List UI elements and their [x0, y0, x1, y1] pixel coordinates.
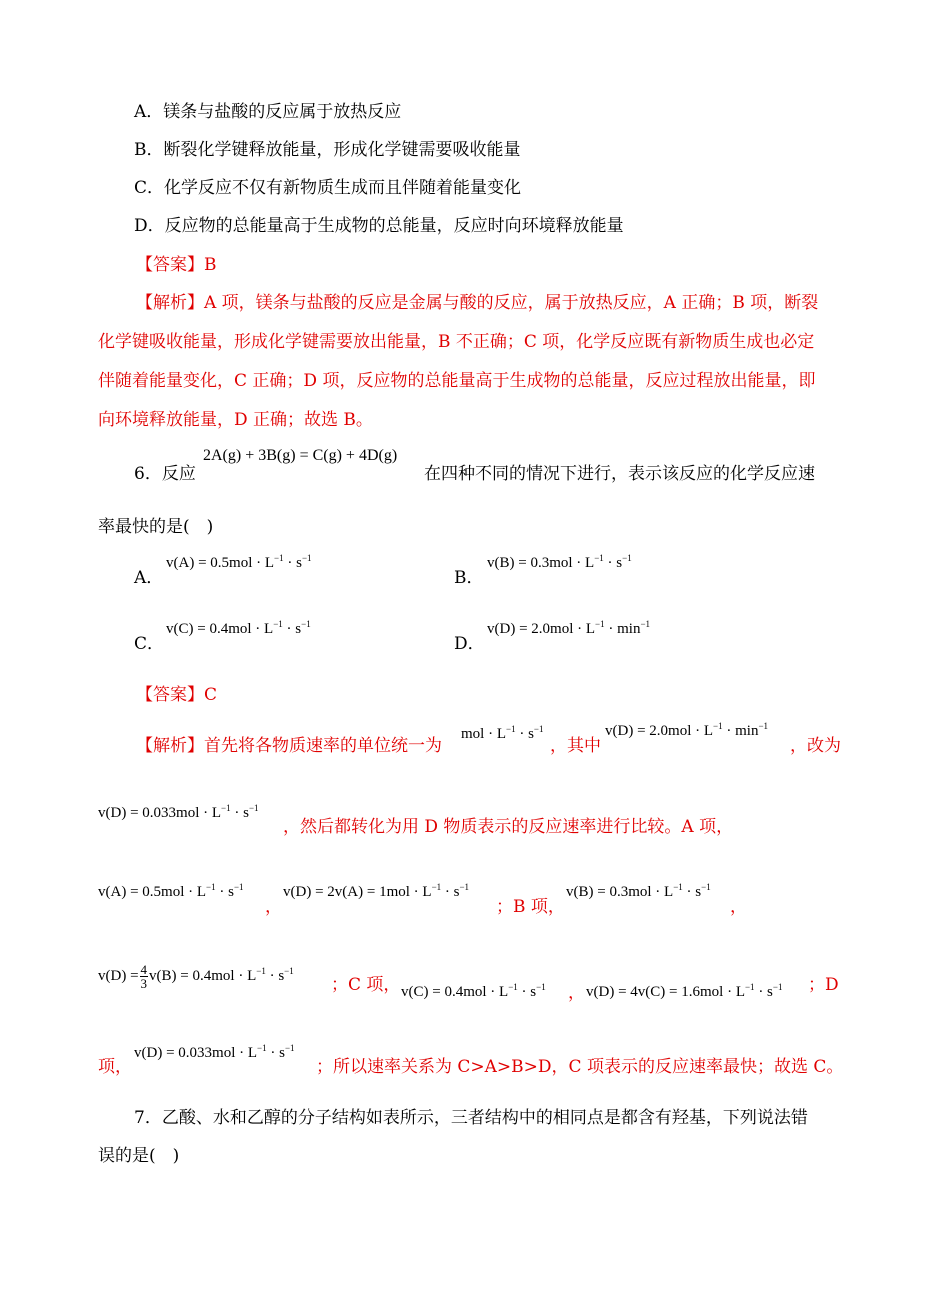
q5-option-a: A．镁条与盐酸的反应属于放热反应: [134, 102, 402, 122]
q6-option-c-formula: $v(C) = 0.4mol \cdot L^{-1} \cdot s^{-1}$: [166, 619, 311, 637]
q5-option-d: D．反应物的总能量高于生成物的总能量，反应时向环境释放能量: [134, 216, 624, 236]
q6-analysis-p6: ；C 项，: [331, 975, 401, 995]
q6-analysis-p3: ，改为: [790, 736, 841, 756]
q6-option-b-formula: $v(B) = 0.3mol \cdot L^{-1} \cdot s^{-1}$: [487, 553, 632, 571]
q6-analysis-p5: ；B 项，: [496, 897, 565, 917]
q6-analysis-c-formula-2: $v(D) = 4v(C) = 1.6mol \cdot L^{-1} \cdot s^{-1}$: [586, 982, 783, 1000]
q6-option-d-formula: $v(D) = 2.0mol \cdot L^{-1} \cdot \min^{-1}$: [487, 619, 651, 637]
q6-analysis-vd-converted: $v(D) = 0.033mol \cdot L^{-1} \cdot s^{-1}$: [98, 803, 259, 821]
q6-analysis-p4: ，然后都转化为用 D 物质表示的反应速率进行比较。A 项，: [283, 817, 734, 837]
q6-analysis-a-formula-1: $v(A) = 0.5mol \cdot L^{-1} \cdot s^{-1}$: [98, 882, 244, 900]
q6-analysis-b-formula-1: $v(B) = 0.3mol \cdot L^{-1} \cdot s^{-1}$: [566, 882, 711, 900]
q6-option-a-label: A．: [134, 568, 164, 588]
q6-analysis-p2: ，其中: [550, 736, 601, 756]
q6-analysis-vd-given: $v(D) = 2.0mol \cdot L^{-1} \cdot \min^{-1}$: [605, 721, 769, 739]
q6-equation: 2A(g) + 3B(g) = C(g) + 4D(g): [203, 447, 398, 464]
q6-analysis-b-formula-2: v(D) = $\frac{4}{3}$ $v(B) = 0.4mol \cdot L^{-1} \cdot s^{-1}$: [98, 962, 294, 991]
q6-option-d-label: D．: [454, 634, 485, 654]
q6-analysis-comma-1: ，: [265, 897, 282, 917]
q6-analysis-p8: 项，: [98, 1057, 132, 1077]
q6-option-c-label: C．: [134, 634, 165, 654]
q6-stem-line2: 率最快的是( ): [98, 517, 214, 537]
q7-line-2: 误的是( ): [98, 1146, 180, 1166]
q6-option-b-label: B．: [454, 568, 484, 588]
q6-stem-suffix: 在四种不同的情况下进行，表示该反应的化学反应速: [424, 464, 815, 484]
q6-analysis-comma-3: ，: [568, 983, 585, 1003]
q5-analysis-line-3: 伴随着能量变化，C 正确；D 项，反应物的总能量高于生成物的总能量，反应过程放出能量，即: [98, 371, 816, 391]
q6-analysis-c-formula-1: $v(C) = 0.4mol \cdot L^{-1} \cdot s^{-1}$: [401, 982, 546, 1000]
q6-analysis-p7: ；D: [808, 975, 839, 995]
q6-analysis-unit: mol · $L^{-1} \cdot s^{-1}$: [461, 724, 544, 742]
q6-analysis-p9: ；所以速率关系为 C>A>B>D，C 项表示的反应速率最快；故选 C。: [316, 1057, 844, 1077]
q7-line-1: 7．乙酸、水和乙醇的分子结构如表所示，三者结构中的相同点是都含有羟基，下列说法错: [134, 1108, 808, 1128]
q6-analysis-p1: 【解析】首先将各物质速率的单位统一为: [136, 736, 442, 756]
q6-stem-prefix: 6．反应: [134, 464, 196, 484]
q6-option-a-formula: $v(A) = 0.5mol \cdot L^{-1} \cdot s^{-1}$: [166, 553, 312, 571]
q5-answer: 【答案】B: [136, 255, 217, 275]
q6-answer: 【答案】C: [136, 685, 218, 705]
q5-analysis-line-4: 向环境释放能量，D 正确；故选 B。: [98, 410, 373, 430]
q5-analysis-line-1: 【解析】A 项，镁条与盐酸的反应是金属与酸的反应，属于放热反应，A 正确；B 项，断裂: [136, 293, 819, 313]
q6-analysis-a-formula-2: $v(D) = 2v(A) = 1mol \cdot L^{-1} \cdot s^{-1}$: [283, 882, 470, 900]
fraction-4-3: $\frac{4}{3}$: [140, 962, 148, 991]
q5-option-c: C．化学反应不仅有新物质生成而且伴随着能量变化: [134, 178, 522, 198]
q6-analysis-d-formula: $v(D) = 0.033mol \cdot L^{-1} \cdot s^{-1}$: [134, 1043, 295, 1061]
q5-analysis-line-2: 化学键吸收能量，形成化学键需要放出能量，B 不正确；C 项，化学反应既有新物质生成也必定: [98, 332, 815, 352]
q5-option-b: B．断裂化学键释放能量，形成化学键需要吸收能量: [134, 140, 521, 160]
q6-analysis-comma-2: ，: [730, 897, 747, 917]
